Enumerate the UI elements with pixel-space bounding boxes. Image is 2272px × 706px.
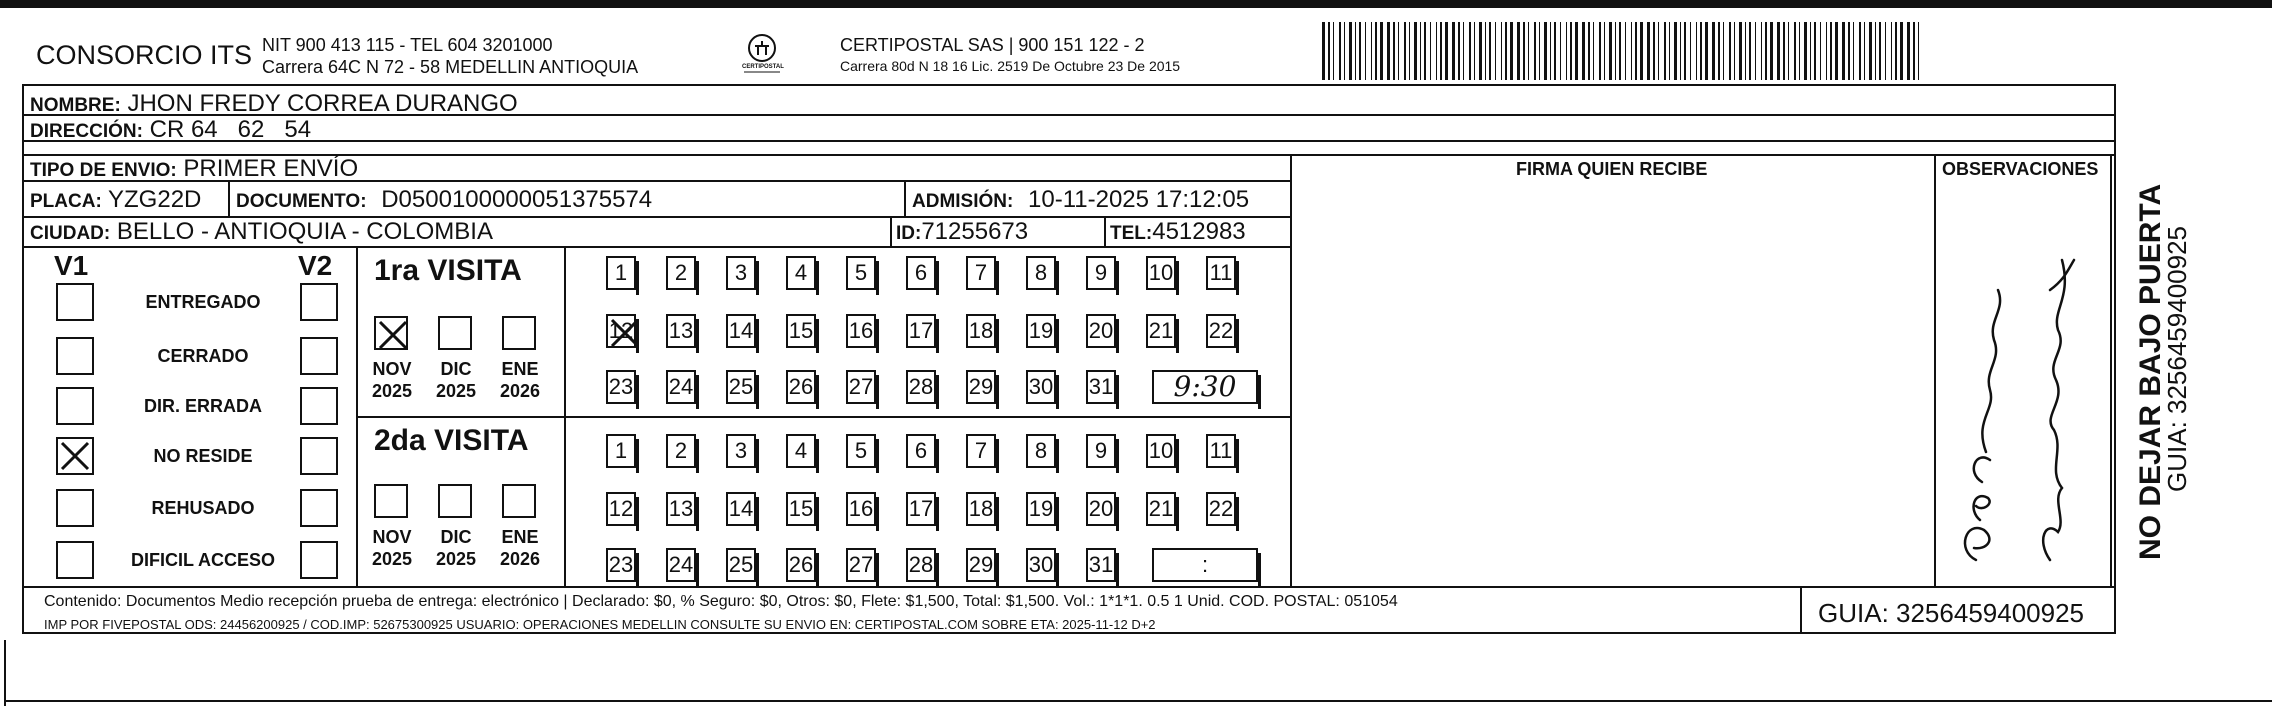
day-box[interactable]: 14 (726, 492, 756, 526)
day-box[interactable]: 25 (726, 548, 756, 582)
status-v1-checkbox[interactable] (56, 283, 94, 321)
handwritten-observation (1946, 220, 2096, 570)
month-year: 2026 (500, 549, 541, 569)
day-box[interactable]: 26 (786, 370, 816, 404)
admision-label: ADMISIÓN: (912, 191, 1014, 212)
day-box[interactable]: 11 (1206, 256, 1236, 290)
documento-label: DOCUMENTO: (236, 191, 367, 212)
day-box[interactable]: 7 (966, 256, 996, 290)
month-name: NOV (372, 527, 412, 547)
placa-row (30, 188, 201, 212)
day-box[interactable]: 5 (846, 434, 876, 468)
month-label (372, 360, 412, 400)
month-name: NOV (372, 359, 412, 379)
footer-line2: IMP POR FIVEPOSTAL ODS: 24456200925 / COD.IMP: 52675300925 USUARIO: OPERACIONES MEDELLIN CONSULTE SU ENVIO EN: CERTIPOSTAL.COM SOBRE ETA: 2025-11-12 D+2 (44, 617, 1156, 632)
placa-label: PLACA: (30, 191, 102, 212)
tel-label: TEL: (1110, 223, 1153, 244)
status-v1-checkbox[interactable] (56, 337, 94, 375)
day-box[interactable]: 2 (666, 256, 696, 290)
month-year: 2025 (372, 549, 413, 569)
no-dejar-stamp: NO DEJAR BAJO PUERTA (2134, 183, 2167, 560)
month-name: ENE (501, 527, 539, 547)
day-box[interactable]: 29 (966, 548, 996, 582)
firma-header: FIRMA QUIEN RECIBE (1516, 159, 1708, 179)
month-name: DIC (440, 527, 472, 547)
month-label (436, 528, 476, 568)
month-year: 2025 (436, 381, 477, 401)
day-box[interactable]: 15 (786, 314, 816, 348)
month-checkbox[interactable] (374, 484, 408, 518)
id-value: 71255673 (921, 218, 1029, 245)
day-box[interactable]: 19 (1026, 314, 1056, 348)
month-checkbox[interactable] (438, 316, 472, 350)
id-row (896, 220, 1028, 244)
day-box[interactable]: 17 (906, 314, 936, 348)
certipostal-logo (738, 32, 786, 78)
direccion-row (30, 118, 311, 142)
day-box[interactable]: 27 (846, 548, 876, 582)
day-box[interactable]: 14 (726, 314, 756, 348)
month-label (436, 360, 476, 400)
status-v1-checkbox[interactable] (56, 387, 94, 425)
day-box[interactable]: 2 (666, 434, 696, 468)
status-v2-checkbox[interactable] (300, 541, 338, 579)
v1-header: V1 (54, 250, 89, 281)
month-label (500, 528, 540, 568)
nombre-value: JHON FREDY CORREA DURANGO (127, 90, 518, 117)
day-box[interactable]: 6 (906, 434, 936, 468)
day-box[interactable]: 10 (1146, 434, 1176, 468)
day-box[interactable]: 8 (1026, 434, 1056, 468)
visit2-title: 2da VISITA (374, 424, 529, 457)
status-v1-checkbox[interactable] (56, 437, 94, 475)
footer-line1: Contenido: Documentos Medio recepción prueba de entrega: electrónico | Declarado: $0, % Seguro: $0, Otros: $0, Flete: $1,500, Total: $1,500. Vol.: 1*1*1. 0.5 1 Unid. COD. POSTAL: 051054 (44, 593, 1398, 610)
month-checkbox[interactable] (438, 484, 472, 518)
ciudad-value: BELLO - ANTIOQUIA - COLOMBIA (116, 218, 493, 245)
status-v2-checkbox[interactable] (300, 283, 338, 321)
day-box[interactable]: 15 (786, 492, 816, 526)
status-label: ENTREGADO (145, 292, 261, 312)
month-year: 2026 (500, 381, 541, 401)
logo-text: CERTIPOSTAL (742, 64, 784, 70)
day-box[interactable]: 24 (666, 370, 696, 404)
tipo-row (30, 157, 358, 181)
admision-value: 10-11-2025 17:12:05 (1028, 186, 1250, 213)
day-box[interactable]: 7 (966, 434, 996, 468)
day-box[interactable]: 1 (606, 256, 636, 290)
admision-row (912, 188, 1249, 212)
month-checkbox[interactable] (502, 316, 536, 350)
status-label: DIR. ERRADA (143, 396, 262, 416)
day-box[interactable]: 18 (966, 492, 996, 526)
day-box[interactable]: 23 (606, 548, 636, 582)
company-address: Carrera 64C N 72 - 58 MEDELLIN ANTIOQUIA (262, 57, 639, 77)
company-nit: NIT 900 413 115 - TEL 604 3201000 (262, 35, 553, 55)
documento-row (236, 188, 652, 212)
direccion-value: CR 64 62 54 (149, 116, 312, 143)
status-label: NO RESIDE (153, 446, 253, 466)
day-box[interactable]: 12 (606, 314, 636, 348)
tipo-value: PRIMER ENVÍO (183, 155, 359, 182)
footer-guia: GUIA: 3256459400925 (1818, 598, 2084, 628)
barcode (1322, 22, 1922, 80)
month-name: ENE (501, 359, 539, 379)
side-guia: GUIA: 3256459400925 (2162, 226, 2192, 492)
month-label (372, 528, 412, 568)
day-box[interactable]: 9 (1086, 256, 1116, 290)
tel-value: 4512983 (1152, 218, 1246, 245)
status-v1-checkbox[interactable] (56, 541, 94, 579)
day-box[interactable]: 31 (1086, 370, 1116, 404)
ciudad-row (30, 220, 493, 244)
day-box[interactable]: 22 (1206, 492, 1236, 526)
day-box[interactable]: 5 (846, 256, 876, 290)
month-checkbox[interactable] (502, 484, 536, 518)
day-box[interactable]: 27 (846, 370, 876, 404)
tipo-label: TIPO DE ENVIO: (30, 160, 177, 181)
status-label: CERRADO (157, 346, 249, 366)
day-box[interactable]: 20 (1086, 492, 1116, 526)
status-v2-checkbox[interactable] (300, 437, 338, 475)
day-box[interactable]: 4 (786, 434, 816, 468)
documento-value: D0500100000051375574 (381, 186, 653, 213)
day-box[interactable]: 18 (966, 314, 996, 348)
day-box[interactable]: 28 (906, 548, 936, 582)
day-box[interactable]: 23 (606, 370, 636, 404)
day-box[interactable]: 12 (606, 492, 636, 526)
day-box[interactable]: 10 (1146, 256, 1176, 290)
day-box[interactable]: 24 (666, 548, 696, 582)
day-box[interactable]: 30 (1026, 548, 1056, 582)
direccion-label: DIRECCIÓN: (30, 121, 143, 142)
time-handwritten: 9:30 (1173, 370, 1237, 403)
carrier-address: Carrera 80d N 18 16 Lic. 2519 De Octubre 23 De 2015 (840, 58, 1181, 74)
day-box[interactable]: 17 (906, 492, 936, 526)
status-label: DIFICIL ACCESO (130, 550, 275, 570)
day-box[interactable]: 21 (1146, 492, 1176, 526)
time-box[interactable] (1152, 370, 1258, 404)
day-box[interactable]: 21 (1146, 314, 1176, 348)
day-box[interactable]: 3 (726, 256, 756, 290)
month-label (500, 360, 540, 400)
status-v2-checkbox[interactable] (300, 489, 338, 527)
carrier-name: CERTIPOSTAL SAS | 900 151 122 - 2 (840, 35, 1145, 55)
month-year: 2025 (436, 549, 477, 569)
status-v2-checkbox[interactable] (300, 387, 338, 425)
day-box[interactable]: 25 (726, 370, 756, 404)
day-box[interactable]: 3 (726, 434, 756, 468)
day-box[interactable]: 31 (1086, 548, 1116, 582)
ciudad-label: CIUDAD: (30, 223, 111, 244)
month-checkbox[interactable] (374, 316, 408, 350)
day-box[interactable]: 26 (786, 548, 816, 582)
day-box[interactable]: 20 (1086, 314, 1116, 348)
day-box[interactable]: 8 (1026, 256, 1056, 290)
company-name: CONSORCIO ITS (36, 40, 253, 70)
day-box[interactable]: 13 (666, 314, 696, 348)
day-box[interactable]: 9 (1086, 434, 1116, 468)
day-box[interactable]: 16 (846, 492, 876, 526)
day-box[interactable]: 16 (846, 314, 876, 348)
day-box[interactable]: 29 (966, 370, 996, 404)
day-box[interactable]: 19 (1026, 492, 1056, 526)
status-label: REHUSADO (151, 498, 255, 518)
month-year: 2025 (372, 381, 413, 401)
placa-value: YZG22D (108, 186, 202, 213)
day-box[interactable]: 30 (1026, 370, 1056, 404)
nombre-row (30, 92, 518, 116)
day-box[interactable]: 11 (1206, 434, 1236, 468)
top-border (0, 0, 2272, 8)
day-box[interactable]: 22 (1206, 314, 1236, 348)
time-box[interactable]: : (1152, 548, 1258, 582)
day-box[interactable]: 4 (786, 256, 816, 290)
status-v2-checkbox[interactable] (300, 337, 338, 375)
visit1-title: 1ra VISITA (374, 254, 522, 287)
tel-row (1110, 220, 1246, 244)
month-name: DIC (440, 359, 472, 379)
nombre-label: NOMBRE: (30, 95, 121, 116)
v2-header: V2 (298, 250, 333, 281)
id-label: ID: (896, 223, 922, 244)
day-box[interactable]: 6 (906, 256, 936, 290)
day-box[interactable]: 28 (906, 370, 936, 404)
status-v1-checkbox[interactable] (56, 489, 94, 527)
observaciones-header: OBSERVACIONES (1942, 159, 2099, 179)
day-box[interactable]: 1 (606, 434, 636, 468)
day-box[interactable]: 13 (666, 492, 696, 526)
